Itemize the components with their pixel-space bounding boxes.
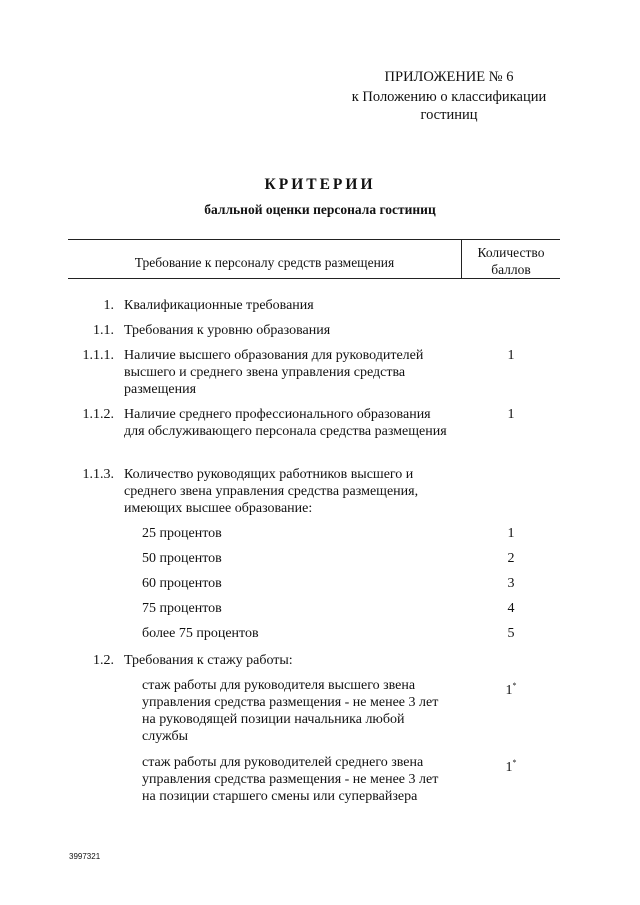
table-header-rule	[68, 278, 560, 279]
row-text: Наличие среднего профессионального образования для обслуживающего персонала средства размещения	[124, 407, 447, 439]
points-value: 1	[505, 760, 513, 775]
header-points: Количество баллов	[477, 245, 545, 277]
row-text: Наличие высшего образования для руководителей высшего и среднего звена управления средства размещения	[124, 348, 424, 397]
table-top-rule	[68, 239, 560, 240]
row-text: Требования к стажу работы:	[124, 653, 293, 668]
row-text: 60 процентов	[142, 576, 222, 591]
annex-subtitle: к Положению о классификации гостиниц	[351, 89, 547, 123]
row-text: 50 процентов	[142, 551, 222, 566]
footnote-mark: *	[512, 681, 517, 690]
annex-title: ПРИЛОЖЕНИЕ № 6	[384, 69, 514, 85]
row-points	[496, 754, 526, 776]
row-number: 1.1.2.	[82, 407, 114, 422]
document-code: 3997321	[69, 852, 101, 861]
row-points: 4	[507, 601, 515, 616]
row-text: более 75 процентов	[142, 626, 259, 641]
row-number: 1.	[103, 298, 114, 313]
row-text: стаж работы для руководителей среднего звена управления средства размещения - не менее 3 лет на позиции старшего смены или супервайзера	[142, 755, 439, 804]
row-points: 1	[507, 407, 515, 422]
row-points: 1	[507, 526, 515, 541]
row-number: 1.2.	[93, 653, 114, 668]
row-points: 3	[507, 576, 515, 591]
points-value: 1	[505, 683, 513, 698]
row-text: стаж работы для руководителя высшего звена управления средства размещения - не менее 3 лет на руководящей позиции начальника любой службы	[142, 678, 439, 744]
row-text: Требования к уровню образования	[124, 323, 331, 338]
row-points: 2	[507, 551, 515, 566]
row-points: 1	[507, 348, 515, 363]
row-points	[496, 677, 526, 699]
row-text: Квалификационные требования	[124, 298, 314, 313]
row-points: 5	[507, 626, 515, 641]
footnote-mark: *	[512, 758, 517, 767]
row-text: Количество руководящих работников высшего и среднего звена управления средства размещения, имеющих высшее образование:	[124, 467, 419, 516]
row-number: 1.1.3.	[82, 467, 114, 482]
row-number: 1.1.	[93, 323, 114, 338]
document-subtitle: балльной оценки персонала гостиниц	[204, 202, 436, 217]
annex-block	[340, 68, 558, 124]
row-text: 25 процентов	[142, 526, 222, 541]
document-title: КРИТЕРИИ	[264, 176, 376, 193]
row-text: 75 процентов	[142, 601, 222, 616]
header-requirement: Требование к персоналу средств размещения	[134, 255, 395, 270]
row-number: 1.1.1.	[82, 348, 114, 363]
